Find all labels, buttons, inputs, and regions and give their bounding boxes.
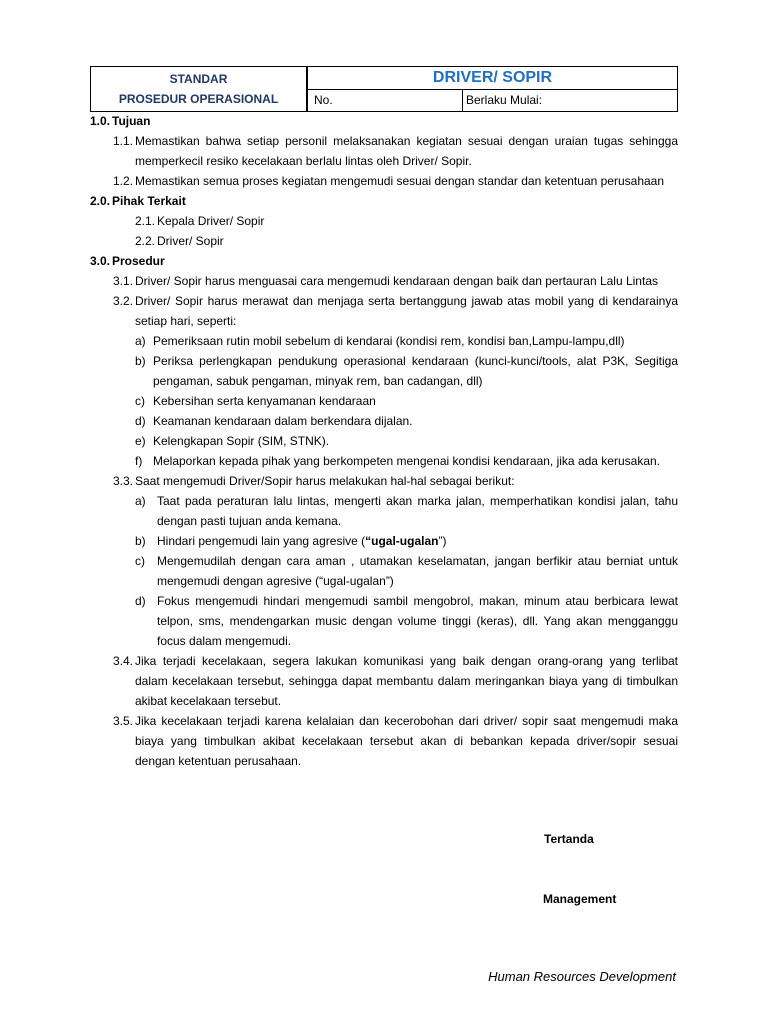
item-number: 3.3. (113, 474, 134, 488)
section-title: Tujuan (112, 114, 151, 128)
item-text: Kepala Driver/ Sopir (157, 214, 265, 228)
sub-item-letter: d) (135, 414, 146, 428)
section-heading-tujuan (90, 111, 678, 131)
list-item (90, 711, 678, 771)
sub-item-letter: f) (135, 454, 143, 468)
sub-item-text: Melaporkan kepada pihak yang berkompeten mengenai kondisi kendaraan, jika ada kerusakan. (153, 454, 660, 468)
sub-item-letter: c) (135, 554, 145, 568)
effective-date-field: Berlaku Mulai: (466, 93, 543, 107)
section-heading-prosedur (90, 251, 678, 271)
item-number: 3.5. (113, 714, 134, 728)
sub-item-text: Keamanan kendaraan dalam berkendara dijalan. (153, 414, 413, 428)
sub-item (90, 531, 678, 551)
item-number: 2.2. (135, 234, 156, 248)
sop-label-line1: STANDAR (169, 72, 228, 86)
sub-item-letter: b) (135, 534, 146, 548)
sub-item-text: Kebersihan serta kenyamanan kendaraan (153, 394, 376, 408)
list-item (90, 231, 678, 251)
section-number: 2.0. (90, 194, 111, 208)
item-number: 1.2. (113, 174, 134, 188)
item-text: Jika kecelakaan terjadi karena kelalaian dan kecerobohan dari driver/ sopir saat mengemudi maka biaya yang timbulkan akibat kecelakaan tersebut akan di bebankan kepada driver/sopir sesuai dengan ketentuan perusahaan. (135, 714, 678, 768)
item-text: Driver/ Sopir harus menguasai cara mengemudi kendaraan dengan baik dan pertauran Lalu Lintas (135, 274, 658, 288)
item-number: 1.1. (113, 134, 134, 148)
sub-item-letter: e) (135, 434, 146, 448)
sub-item (90, 551, 678, 591)
document-title: DRIVER/ SOPIR (307, 67, 677, 90)
item-text: Jika terjadi kecelakaan, segera lakukan komunikasi yang baik dengan orang-orang yang terlibat dalam kecelakaan tersebut, sehingga dapat membantu dalam meringankan biaya yang di timbulkan akibat kecelakaan tersebut. (135, 654, 678, 708)
document-body (90, 111, 678, 771)
signature-label: Tertanda (544, 832, 594, 846)
sop-label-line2: PROSEDUR OPERASIONAL (118, 92, 279, 106)
list-item (90, 651, 678, 711)
section-title: Pihak Terkait (112, 194, 186, 208)
sub-item-text: Mengemudilah dengan cara aman , utamakan keselamatan, jangan berfikir atau berniat untuk mengemudi dengan agresive (“ugal-ugalan”) (157, 554, 678, 588)
document-number-field: No. (307, 90, 463, 111)
item-number: 3.4. (113, 654, 134, 668)
sub-item-text: Pemeriksaan rutin mobil sebelum di kendarai (kondisi rem, kondisi ban,Lampu-lampu,dll) (153, 334, 625, 348)
sub-item (90, 431, 678, 451)
list-item (90, 131, 678, 171)
section-heading-pihak-terkait (90, 191, 678, 211)
item-text: Driver/ Sopir harus merawat dan menjaga serta bertanggung jawab atas mobil yang di kendarainya setiap hari, seperti: (135, 294, 678, 328)
sub-item (90, 491, 678, 531)
item-number: 3.2. (113, 294, 134, 308)
list-item (90, 471, 678, 491)
sub-item-text (157, 531, 678, 551)
section-title: Prosedur (112, 254, 165, 268)
item-text: Driver/ Sopir (157, 234, 224, 248)
section-number: 1.0. (90, 114, 111, 128)
list-item (90, 291, 678, 331)
sub-item-letter: a) (135, 494, 146, 508)
sub-item (90, 331, 678, 351)
item-text: Memastikan semua proses kegiatan mengemudi sesuai dengan standar dan ketentuan perusahaan (135, 174, 665, 188)
list-item (90, 171, 678, 191)
list-item (90, 271, 678, 291)
sop-header-table (90, 66, 678, 112)
footer-department: Human Resources Development (488, 969, 676, 984)
sub-item (90, 591, 678, 651)
sub-item-letter: b) (135, 354, 146, 368)
sub-item-text: Periksa perlengkapan pendukung operasional kendaraan (kunci-kunci/tools, alat P3K, Segitiga pengaman, sabuk pengaman, minyak rem, ban cadangan, dll) (153, 354, 678, 388)
item-number: 3.1. (113, 274, 134, 288)
sop-label-cell (91, 67, 307, 111)
sub-item-letter: d) (135, 594, 146, 608)
item-number: 2.1. (135, 214, 156, 228)
list-item (90, 211, 678, 231)
sub-item (90, 411, 678, 431)
sub-item (90, 451, 678, 471)
sub-item (90, 391, 678, 411)
sub-item-text: Kelengkapan Sopir (SIM, STNK). (153, 434, 330, 448)
sub-item-text: Taat pada peraturan lalu lintas, mengerti akan marka jalan, memperhatikan kondisi jalan, tahu dengan pasti tujuan anda kemana. (157, 494, 678, 528)
sub-item-text-pre: Hindari pengemudi lain yang agresive ( (157, 534, 366, 548)
sub-item-text-post: ”) (438, 534, 447, 548)
sub-item (90, 351, 678, 391)
sub-item-letter: a) (135, 334, 146, 348)
signature-name: Management (543, 892, 617, 906)
item-text: Saat mengemudi Driver/Sopir harus melakukan hal-hal sebagai berikut: (135, 474, 515, 488)
sub-item-text: Fokus mengemudi hindari mengemudi sambil mengobrol, makan, minum atau berbicara lewat telpon, sms, mendengarkan music dengan volume tinggi (keras), dll. Yang akan mengganggu focus dalam mengemudi. (157, 594, 678, 648)
section-number: 3.0. (90, 254, 111, 268)
item-text: Memastikan bahwa setiap personil melaksanakan kegiatan sesuai dengan uraian tugas sehingga memperkecil resiko kecelakaan berlalu lintas oleh Driver/ Sopir. (135, 134, 678, 168)
sub-item-text-bold: “ugal-ugalan (365, 534, 439, 548)
sub-item-letter: c) (135, 394, 145, 408)
